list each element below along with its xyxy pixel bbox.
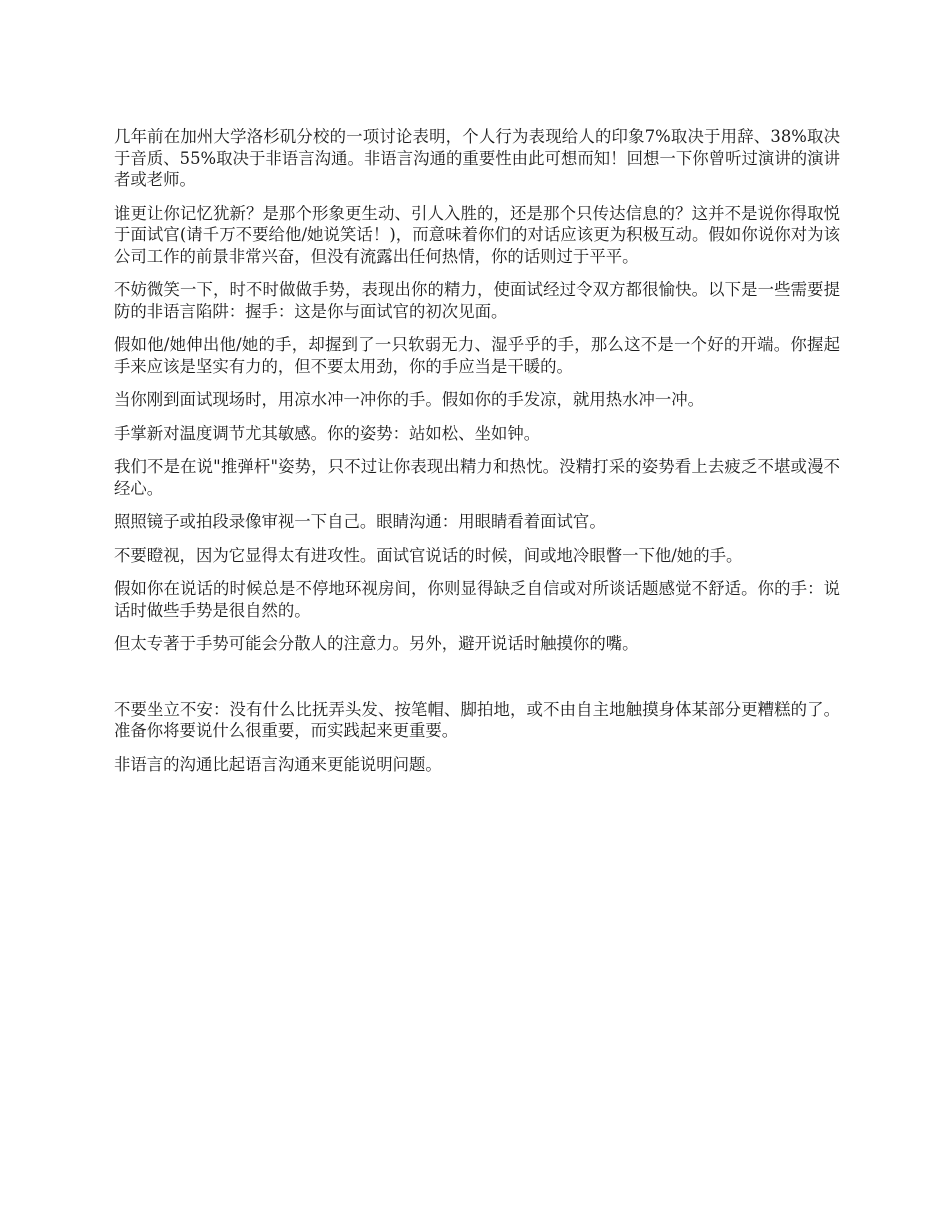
paragraph: 照照镜子或拍段录像审视一下自己。眼睛沟通：用眼睛看着面试官。: [114, 512, 606, 531]
paragraph: 假如你在说话的时候总是不停地环视房间，你则显得缺乏自信或对所谈话题感觉不舒适。你的手：说话时做些手势是很自然的。: [114, 579, 840, 620]
document-body: [114, 126, 840, 787]
paragraph: 几年前在加州大学洛杉矶分校的一项讨论表明，个人行为表现给人的印象7%取决于用辞、38%取决于音质、55%取决于非语言沟通。非语言沟通的重要性由此可想而知！回想一下你曾听过演讲的演讲者或老师。: [114, 127, 840, 189]
paragraph: 手掌新对温度调节尤其敏感。你的姿势：站如松、坐如钟。: [114, 423, 541, 443]
paragraph: 当你刚到面试现场时，用凉水冲一冲你的手。假如你的手发凉，就用热水冲一冲。: [114, 390, 705, 409]
section-gap: [114, 667, 840, 699]
paragraph: 但太专著于手势可能会分散人的注意力。另外，避开说话时触摸你的嘴。: [114, 634, 639, 653]
paragraph: 不要瞪视，因为它显得太有进攻性。面试官说话的时候，间或地冷眼瞥一下他/她的手。: [114, 545, 743, 565]
paragraph: 假如他/她伸出他/她的手，却握到了一只软弱无力、湿乎乎的手，那么这不是一个好的开端。你握起手来应该是坚实有力的，但不要太用劲，你的手应当是干暖的。: [114, 335, 840, 376]
paragraph: 不妨微笑一下，时不时做做手势，表现出你的精力，使面试经过令双方都很愉快。以下是一些需要提防的非语言陷阱：握手：这是你与面试官的初次见面。: [114, 280, 840, 321]
paragraph: 我们不是在说"推弹杆"姿势，只不过让你表现出精力和热忱。没精打采的姿势看上去疲乏不堪或漫不经心。: [114, 457, 840, 498]
paragraph: 谁更让你记忆犹新？是那个形象更生动、引人入胜的，还是那个只传达信息的？这并不是说你得取悦于面试官(请千万不要给他/她说笑话！)，而意味着你们的对话应该更为积极互动。假如你说你对为该公司工作的前景非常兴奋，但没有流露出任何热情，你的话则过于平平。: [114, 203, 840, 266]
paragraph: 非语言的沟通比起语言沟通来更能说明问题。: [114, 754, 442, 774]
paragraph: 不要坐立不安：没有什么比抚弄头发、按笔帽、脚拍地，或不由自主地触摸身体某部分更糟糕的了。准备你将要说什么很重要，而实践起来更重要。: [114, 699, 840, 740]
